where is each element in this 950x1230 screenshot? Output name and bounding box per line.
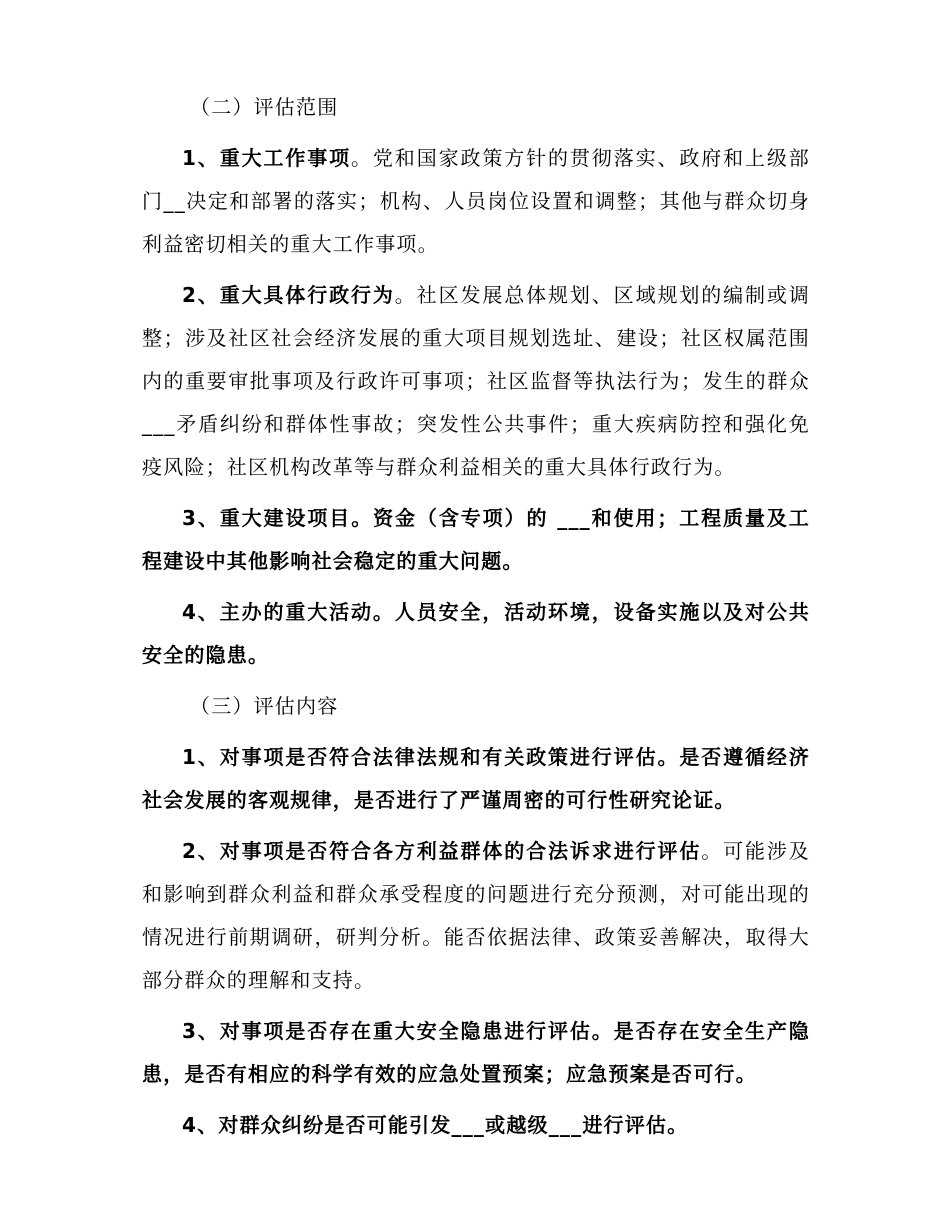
content-item-3 [142, 1010, 810, 1096]
content-item-2 [142, 830, 810, 1002]
scope-item-4-text: 4、主办的重大活动。人员安全，活动环境，设备实施以及对公共安全的隐患。 [142, 600, 810, 667]
content-item-2-text: 。可能涉及和影响到群众利益和群众承受程度的问题进行充分预测，对可能出现的情况进行前期调研，研判分析。能否依据法律、政策妥善解决，取得大部分群众的理解和支持。 [142, 839, 811, 992]
content-item-4-text: 4、对群众纠纷是否可能引发___或越级___进行评估。 [182, 1113, 689, 1137]
content-item-3-text: 3、对事项是否存在重大安全隐患进行评估。是否存在安全生产隐患，是否有相应的科学有效的应急处置预案；应急预案是否可行。 [142, 1019, 810, 1086]
document-body [142, 86, 810, 1147]
content-item-1 [142, 736, 810, 822]
scope-item-2-text: 。社区发展总体规划、区域规划的编制或调整；涉及社区社会经济发展的重大项目规划选址、建设；社区权属范围内的重要审批事项及行政许可事项；社区监督等执法行为；发生的群众___矛盾纠纷和群体性事故；突发性公共事件；重大疾病防控和强化免疫风险；社区机构改革等与群众利益相关的重大具体行政行为。 [142, 283, 810, 479]
scope-item-1-text: 。党和国家政策方针的贯彻落实、政府和上级部门__决定和部署的落实；机构、人员岗位设置和调整；其他与群众切身利益密切相关的重大工作事项。 [142, 146, 810, 256]
content-item-2-lead: 2、对事项是否符合各方利益群体的合法诉求进行评估 [182, 839, 702, 863]
content-item-1-text: 1、对事项是否符合法律法规和有关政策进行评估。是否遵循经济社会发展的客观规律，是否进行了严谨周密的可行性研究论证。 [142, 745, 810, 812]
section-heading-content [142, 685, 810, 728]
scope-item-3 [142, 497, 810, 583]
scope-item-1 [142, 137, 810, 266]
section-heading-scope-text: （二）评估范围 [190, 95, 339, 119]
content-item-4 [142, 1104, 810, 1147]
scope-item-3-text: 3、重大建设项目。资金（含专项）的 ___和使用；工程质量及工程建设中其他影响社会稳定的重大问题。 [142, 506, 810, 573]
section-heading-scope [142, 86, 810, 129]
scope-item-4 [142, 591, 810, 677]
scope-item-2-lead: 2、重大具体行政行为 [182, 283, 395, 307]
scope-item-1-lead: 1、重大工作事项 [182, 146, 352, 170]
scope-item-2 [142, 274, 810, 489]
section-heading-content-text: （三）评估内容 [190, 694, 339, 718]
